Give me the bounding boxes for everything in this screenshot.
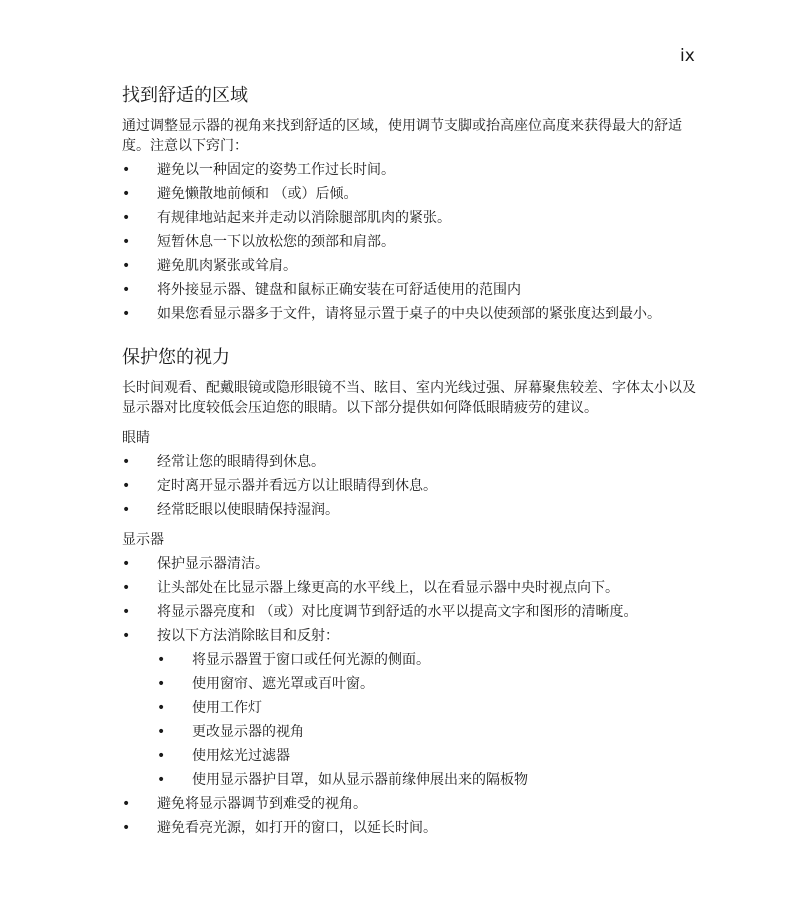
list-item: • 让头部处在比显示器上缘更高的水平线上，以在看显示器中央时视点向下。	[122, 580, 619, 596]
list-item: • 将外接显示器、键盘和鼠标正确安装在可舒适使用的范围内	[122, 282, 521, 298]
glare-tips-list	[122, 650, 702, 790]
list-item: • 经常让您的眼睛得到休息。	[122, 454, 325, 470]
eyes-tips-list	[122, 452, 702, 520]
list-item: • 使用显示器护目罩，如从显示器前缘伸展出来的隔板物	[157, 772, 528, 788]
display-tips-list	[122, 554, 702, 646]
bullet-icon: •	[122, 820, 131, 836]
list-item: • 避免将显示器调节到难受的视角。	[122, 796, 367, 812]
bullet-icon: •	[157, 724, 166, 740]
section-intro-vision: 长时间观看、配戴眼镜或隐形眼镜不当、眩目、室内光线过强、屏幕聚焦较差、字体太小以及显示器对比度较低会压迫您的眼睛。以下部分提供如何降低眼睛疲劳的建议。	[122, 380, 696, 416]
list-item: • 更改显示器的视角	[157, 724, 304, 740]
list-item: • 如果您看显示器多于文件，请将显示置于桌子的中央以使颈部的紧张度达到最小。	[122, 306, 661, 322]
document-body	[122, 84, 702, 842]
bullet-icon: •	[122, 502, 131, 518]
list-item: • 将显示器置于窗口或任何光源的侧面。	[157, 652, 430, 668]
bullet-icon: •	[122, 478, 131, 494]
bullet-icon: •	[122, 628, 131, 644]
section-heading-vision: 保护您的视力	[122, 347, 230, 368]
display-tips-list-continued	[122, 794, 702, 838]
bullet-icon: •	[122, 210, 131, 226]
bullet-icon: •	[122, 556, 131, 572]
bullet-icon: •	[122, 234, 131, 250]
bullet-icon: •	[122, 162, 131, 178]
list-item: • 避免肌肉紧张或耸肩。	[122, 258, 297, 274]
bullet-icon: •	[122, 604, 131, 620]
bullet-icon: •	[122, 580, 131, 596]
list-item: • 保护显示器清洁。	[122, 556, 269, 572]
list-item: • 将显示器亮度和 （或）对比度调节到舒适的水平以提高文字和图形的清晰度。	[122, 604, 638, 620]
page-number: ix	[680, 46, 695, 66]
bullet-icon: •	[157, 676, 166, 692]
list-item: • 避免看亮光源，如打开的窗口，以延长时间。	[122, 820, 437, 836]
subheading-eyes: 眼睛	[122, 430, 150, 446]
bullet-icon: •	[122, 282, 131, 298]
bullet-icon: •	[157, 700, 166, 716]
bullet-icon: •	[157, 652, 166, 668]
list-item: • 使用窗帘、遮光罩或百叶窗。	[157, 676, 374, 692]
bullet-icon: •	[122, 454, 131, 470]
section-heading-comfort: 找到舒适的区域	[122, 85, 248, 106]
comfort-tips-list	[122, 160, 702, 324]
bullet-icon: •	[122, 306, 131, 322]
section-intro-comfort: 通过调整显示器的视角来找到舒适的区域，使用调节支脚或抬高座位高度来获得最大的舒适度。注意以下窍门：	[122, 118, 682, 154]
bullet-icon: •	[122, 258, 131, 274]
list-item: • 经常眨眼以使眼睛保持湿润。	[122, 502, 339, 518]
subheading-display: 显示器	[122, 532, 164, 548]
bullet-icon: •	[122, 796, 131, 812]
bullet-icon: •	[157, 772, 166, 788]
list-item: • 短暂休息一下以放松您的颈部和肩部。	[122, 234, 395, 250]
list-item: • 避免懒散地前倾和 （或）后倾。	[122, 186, 358, 202]
list-item: • 按以下方法消除眩目和反射：	[122, 628, 339, 644]
list-item: • 使用炫光过滤器	[157, 748, 290, 764]
list-item: • 有规律地站起来并走动以消除腿部肌肉的紧张。	[122, 210, 451, 226]
bullet-icon: •	[157, 748, 166, 764]
bullet-icon: •	[122, 186, 131, 202]
list-item: • 避免以一种固定的姿势工作过长时间。	[122, 162, 395, 178]
list-item: • 使用工作灯	[157, 700, 262, 716]
list-item: • 定时离开显示器并看远方以让眼睛得到休息。	[122, 478, 437, 494]
